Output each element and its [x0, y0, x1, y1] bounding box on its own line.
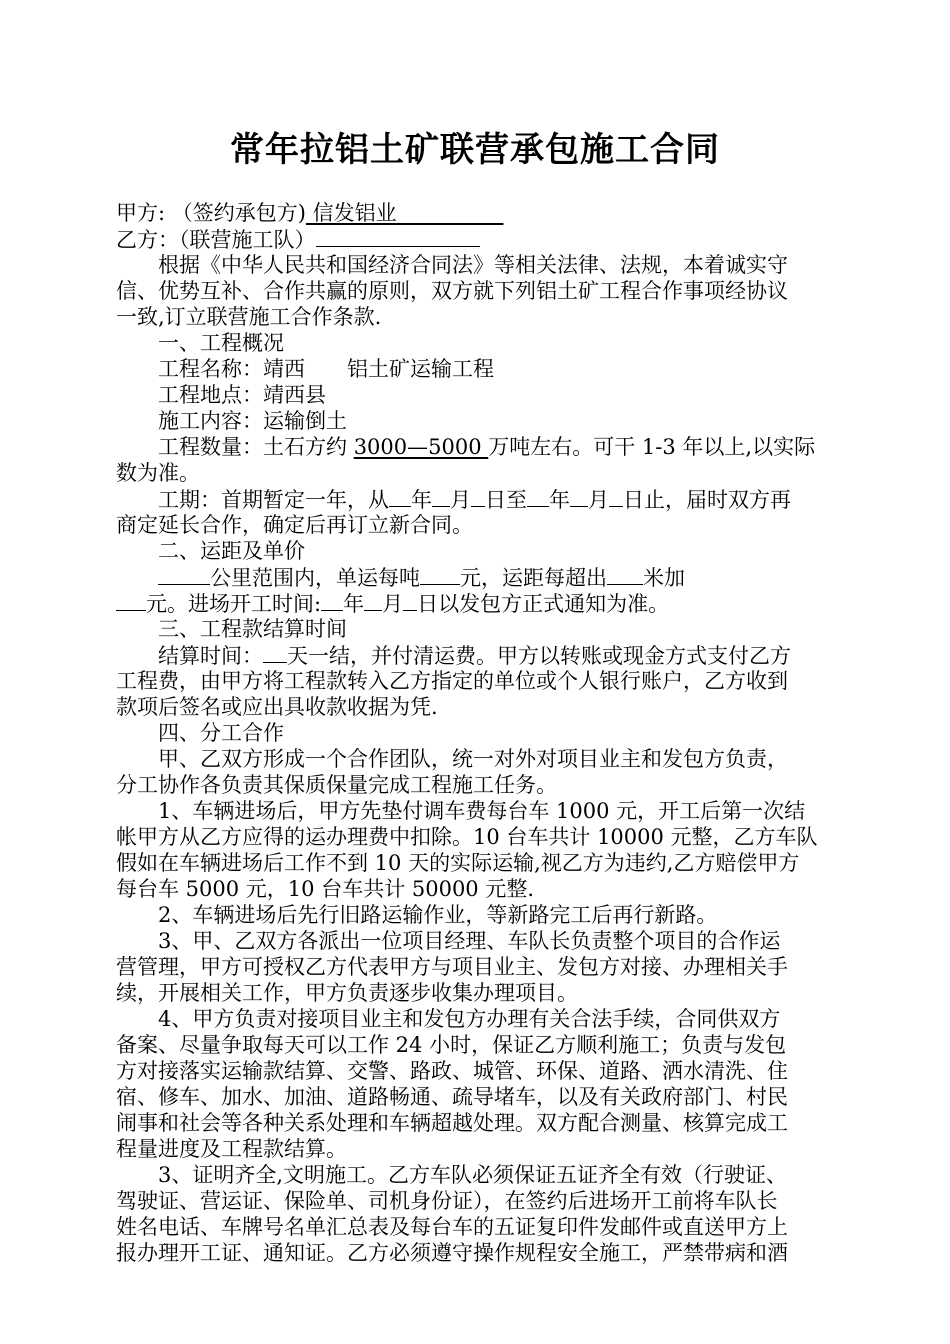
year-blank — [321, 590, 343, 611]
day-blank — [471, 486, 485, 507]
extra-distance-blank — [607, 564, 643, 585]
day-blank — [403, 590, 417, 611]
intro-line-3: 一致,订立联营施工合作条款. — [116, 305, 382, 329]
clause-1-line: 假如在车辆进场后工作不到 10 天的实际运输,视乙方为违约,乙方赔偿甲方 — [116, 851, 800, 875]
clause-3-line: 续，开展相关工作，甲方负责逐步收集办理项目。 — [116, 981, 578, 1005]
section-3-heading: 三、工程款结算时间 — [158, 617, 347, 641]
project-name: 工程名称：靖西 铝土矿运输工程 — [158, 357, 494, 381]
distance-blank — [158, 564, 210, 585]
paragraph-line: 分工协作各负责其保质保量完成工程施工任务。 — [116, 773, 557, 797]
extra-price-blank — [116, 590, 146, 611]
party-b-blank — [316, 226, 480, 247]
distance-price-line-1: 公里范围内，单运每吨 元，运距每超出 米加 — [158, 564, 685, 590]
project-period: 工期：首期暂定一年，从 年 月 日至 年 月 日止，届时双方再 — [158, 488, 791, 512]
clause-4-line: 方对接落实运输款结算、交警、路政、城管、环保、道路、洒水清洗、住 — [116, 1059, 788, 1083]
settlement-line-3: 款项后签名或应出具收款收据为凭. — [116, 695, 438, 719]
paragraph-line: 甲、乙双方形成一个合作团队，统一对外对项目业主和发包方负责， — [158, 747, 788, 771]
intro-line-1: 根据《中华人民共和国经济合同法》等相关法律、法规，本着诚实守 — [158, 253, 788, 277]
clause-3b-line: 姓名电话、车牌号名单汇总表及每台车的五证复印件发邮件或直送甲方上 — [116, 1215, 788, 1239]
party-b-line — [116, 226, 480, 252]
settlement-line-1: 结算时间： 天一结，并付清运费。甲方以转账或现金方式支付乙方 — [158, 644, 791, 668]
clause-4-line: 程量进度及工程款结算。 — [116, 1137, 347, 1161]
party-b-label: 乙方：（联营施工队） — [116, 228, 316, 252]
month-blank — [570, 486, 588, 507]
distance-price-line-2: 元。进场开工时间: 年 月 日以发包方正式通知为准。 — [116, 590, 669, 616]
year-blank — [389, 486, 411, 507]
intro-line-2: 信、优势互补、合作共赢的原则，双方就下列铝土矿工程合作事项经协议 — [116, 279, 788, 303]
quantity-value: 3000—5000 — [353, 435, 489, 459]
clause-4-line: 备案、尽量争取每天可以工作 24 小时，保证乙方顺利施工；负责与发包 — [116, 1033, 787, 1057]
project-location: 工程地点：靖西县 — [158, 383, 326, 407]
party-a-label: 甲方: （签约承包方) — [116, 201, 306, 225]
party-a-line — [116, 200, 503, 226]
clause-4-line: 宿、修车、加水、加油、道路畅通、疏导堵车，以及有关政府部门、村民 — [116, 1085, 788, 1109]
document-title: 常年拉铝土矿联营承包施工合同 — [230, 130, 720, 170]
clause-3-line: 3、甲、乙双方各派出一位项目经理、车队长负责整个项目的合作运 — [158, 929, 781, 953]
project-quantity-line-2: 数为准。 — [116, 461, 200, 485]
settlement-line-2: 工程费，由甲方将工程款转入乙方指定的单位或个人银行账户，乙方收到 — [116, 669, 788, 693]
days-blank — [263, 642, 287, 663]
month-blank — [364, 590, 382, 611]
clause-4-line: 4、甲方负责对接项目业主和发包方办理有关合法手续，合同供双方 — [158, 1007, 781, 1031]
day-blank — [609, 486, 623, 507]
month-blank — [432, 486, 450, 507]
clause-3b-line: 3、证明齐全,文明施工。乙方车队必须保证五证齐全有效（行驶证、 — [158, 1163, 788, 1187]
party-a-value: 信发铝业 — [312, 201, 397, 225]
clause-1-line: 每台车 5000 元，10 台车共计 50000 元整. — [116, 877, 535, 901]
year-blank — [527, 486, 549, 507]
project-quantity: 工程数量：土石方约 3000—5000 万吨左右。可干 1-3 年以上,以实际 — [158, 435, 816, 459]
clause-1-line: 帐甲方从乙方应得的运办理费中扣除。10 台车共计 10000 元整，乙方车队 — [116, 825, 818, 849]
price-blank — [420, 564, 460, 585]
clause-3-line: 营管理，甲方可授权乙方代表甲方与项目业主、发包方对接、办理相关手 — [116, 955, 788, 979]
section-2-heading: 二、运距及单价 — [158, 539, 305, 563]
section-4-heading: 四、分工合作 — [158, 721, 284, 745]
project-period-line-2: 商定延长合作，确定后再订立新合同。 — [116, 513, 473, 537]
section-1-heading: 一、工程概况 — [158, 331, 284, 355]
clause-2-line: 2、车辆进场后先行旧路运输作业，等新路完工后再行新路。 — [158, 903, 718, 927]
clause-3b-line: 驾驶证、营运证、保险单、司机身份证），在签约后进场开工前将车队长 — [116, 1189, 778, 1213]
construction-content: 施工内容：运输倒土 — [158, 409, 347, 433]
clause-4-line: 闹事和社会等各种关系处理和车辆超越处理。双方配合测量、核算完成工 — [116, 1111, 788, 1135]
clause-3b-line: 报办理开工证、通知证。乙方必须遵守操作规程安全施工，严禁带病和酒 — [116, 1241, 788, 1265]
clause-1-line: 1、车辆进场后，甲方先垫付调车费每台车 1000 元，开工后第一次结 — [158, 799, 806, 823]
